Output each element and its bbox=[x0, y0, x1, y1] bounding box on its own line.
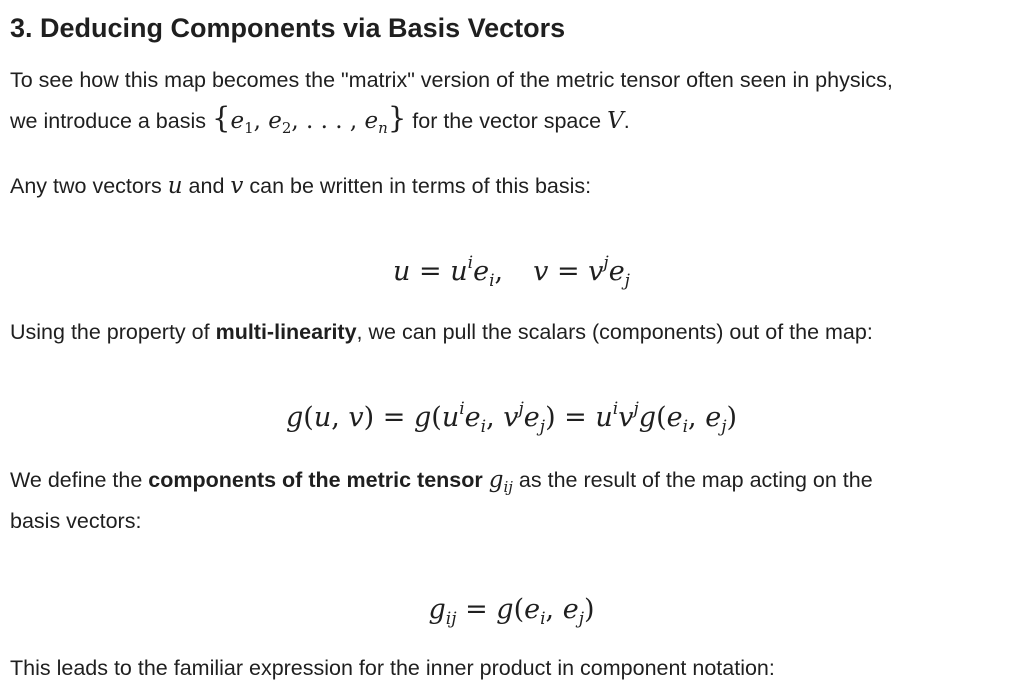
multilinearity-bold: multi-linearity bbox=[215, 320, 357, 344]
vector-v-symbol: v bbox=[230, 173, 244, 199]
multilinearity-text-after: , we can pull the scalars (components) out of the map: bbox=[356, 320, 873, 344]
intro-text-line2-mid: for the vector space bbox=[412, 109, 602, 133]
equation-components: $g_{ij} = g(e_i$, $e_j$) bbox=[428, 594, 595, 629]
two-vectors-text-before: Any two vectors bbox=[10, 174, 162, 198]
paragraph-two-vectors bbox=[10, 166, 591, 207]
intro-text-line1: To see how this map becomes the "matrix" version of the metric tensor often seen in physics, bbox=[10, 68, 893, 92]
paragraph-inner-product bbox=[10, 648, 775, 689]
multilinearity-text-before: Using the property of bbox=[10, 320, 210, 344]
components-text-line2: basis vectors: bbox=[10, 509, 142, 533]
paragraph-intro-line1 bbox=[10, 60, 893, 101]
paragraph-multilinearity bbox=[10, 312, 873, 353]
paragraph-intro-line2: we introduce a basis {$e_1$, $e_2$, . . . , $e_n$} for the vector space V. bbox=[10, 101, 630, 137]
vector-u-symbol: u bbox=[167, 173, 183, 199]
basis-set-math: {$e_1$, $e_2$, . . . , $e_n$} bbox=[211, 101, 407, 137]
inner-product-text: This leads to the familiar expression for the inner product in component notation: bbox=[10, 656, 775, 680]
section-heading: 3. Deducing Components via Basis Vectors bbox=[10, 13, 566, 43]
components-bold: components of the metric tensor bbox=[148, 468, 483, 492]
intro-text-line2-before: we introduce a basis bbox=[10, 109, 206, 133]
equation-basis-expansion: $u = u^ie_i$, $v = v^je_j$ bbox=[393, 253, 630, 291]
two-vectors-text-and: and bbox=[188, 174, 225, 198]
components-text-after: as the result of the map acting on the bbox=[518, 468, 873, 492]
gij-symbol: $g_{ij}$ bbox=[488, 467, 513, 496]
paragraph-components-def-line1 bbox=[10, 460, 873, 501]
equation-multilinearity: g(u, $v) = g(u^ie_i$, $v^je_j) = u^iv^jg(e_i$, $e_j$) bbox=[285, 399, 738, 437]
two-vectors-text-after: can be written in terms of this basis: bbox=[249, 174, 592, 198]
components-text-before: We define the bbox=[10, 468, 143, 492]
vector-space-symbol: V bbox=[607, 108, 624, 134]
paragraph-components-def-line2 bbox=[10, 501, 141, 542]
